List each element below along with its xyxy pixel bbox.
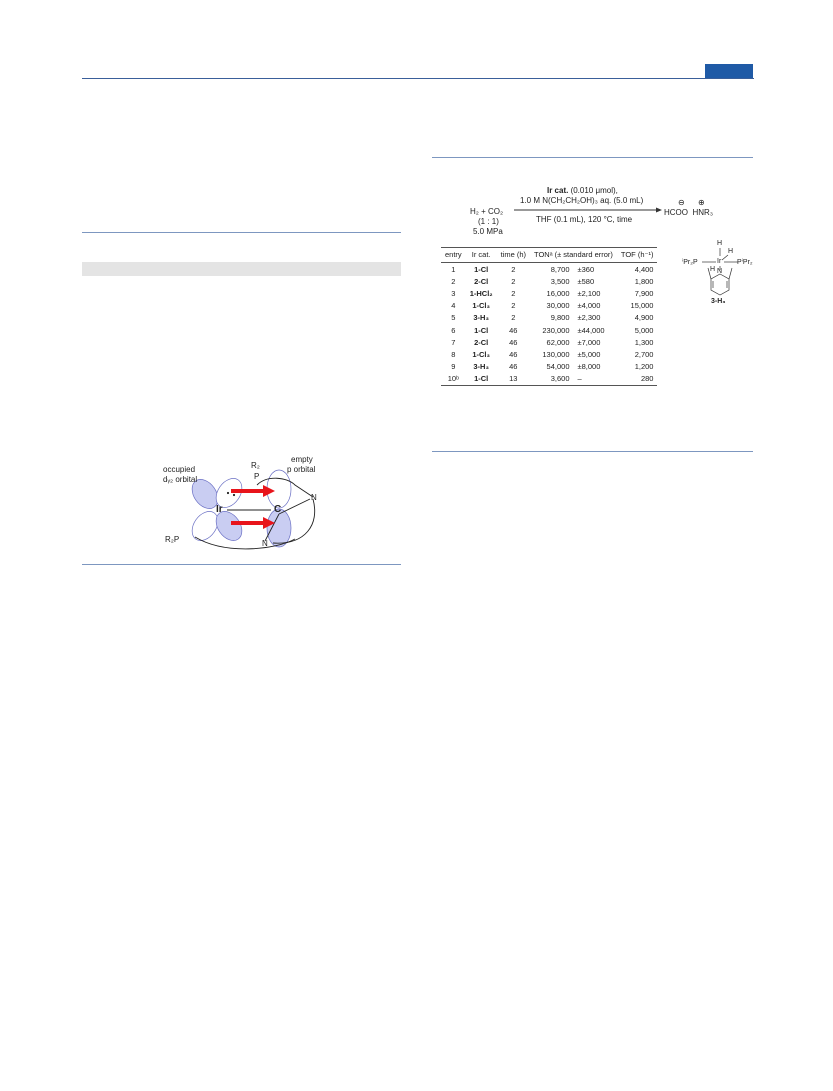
table-row [441,361,657,373]
cell-cat: 1-Cl [466,373,497,386]
table-row [441,312,657,324]
cell-err: ±2,100 [577,288,601,298]
condition-solvent: THF (0.1 mL), 120 °C, time [536,215,633,224]
col-ton: TONᵃ (± standard error) [530,248,617,263]
cell-err: ±7,000 [577,337,601,347]
results-table-wrap [441,247,657,386]
journal-tab [705,64,753,78]
cell-entry: 5 [451,313,456,323]
cell-time: 2 [511,301,516,311]
cell-tof: 7,900 [634,288,654,298]
cell-tof: 5,000 [634,325,654,335]
cell-ton: 62,000 [546,337,570,347]
table-row [441,348,657,360]
product: HCOO HNR₃ [664,208,714,217]
cell-entry: 6 [451,325,456,335]
col-entry: entry [441,248,466,263]
section-rule [82,232,401,233]
cell-err: ±360 [577,264,595,274]
cell-cat: 2-Cl [474,276,489,286]
cell-entry: 4 [451,301,456,311]
cell-time: 2 [511,264,516,274]
cell-ton: 230,000 [542,325,570,335]
cell-ton: 3,600 [530,373,573,386]
cell-ton: 16,000 [546,288,570,298]
results-table [441,247,657,386]
table-bottom-rule [432,451,753,452]
cell-cat: 1-Cl [474,264,489,274]
table-row [441,324,657,336]
cell-entry: 10ᵇ [441,373,466,386]
cell-tof: 280 [617,373,658,386]
cell-err: ±4,000 [577,301,601,311]
grey-heading-bar [82,262,401,276]
label-n-right: N [311,493,317,502]
cell-entry: 2 [451,276,456,286]
hydride-top: H [717,240,723,247]
cell-time: 2 [511,276,516,286]
reaction-scheme [440,180,740,240]
cell-time: 46 [509,325,518,335]
reaction-arrow [514,206,662,214]
cell-ton: 54,000 [546,362,570,372]
cell-entry: 8 [451,349,456,359]
cell-ton: 3,500 [550,276,570,286]
structure-label: 3-H₃ [711,298,726,305]
figure-bottom-rule [82,564,401,565]
cell-err: ±2,300 [577,313,601,323]
label-n-bottom: N [262,539,268,548]
cell-entry: 9 [451,362,456,372]
cell-time: 13 [497,373,530,386]
table-row [441,300,657,312]
label-r2p: R₂P [165,535,180,544]
col-time: time (h) [497,248,530,263]
col-catalyst: Ir cat. [466,248,497,263]
label-occupied: occupied [163,465,196,474]
ligand-right: PⁱPr₂ [737,259,753,266]
condition-catalyst: Ir cat. (0.010 μmol), [547,186,618,195]
cell-entry: 3 [451,288,456,298]
table-row [441,275,657,287]
hydride-right: H [728,248,734,255]
cell-ton: 130,000 [542,349,570,359]
table-top-rule [432,157,753,158]
col-tof: TOF (h⁻¹) [617,248,658,263]
pyridine-n: N [717,268,723,275]
label-p-orbital: p orbital [287,465,316,474]
label-r2-top: R₂ [251,461,260,470]
label-dyz-orbital: dᵧ₂ orbital [163,475,198,484]
cell-tof: 4,400 [634,264,654,274]
cell-time: 46 [509,349,518,359]
cell-tof: 1,800 [634,276,654,286]
cell-time: 2 [511,313,516,323]
cell-cat: 1-Cl₃ [472,301,490,311]
cell-ton: 8,700 [550,264,570,274]
condition-base: 1.0 M N(CH₂CH₂OH)₃ aq. (5.0 mL) [520,196,644,205]
cell-tof: 4,900 [634,313,654,323]
cell-time: 2 [511,288,516,298]
cell-cat: 1-HCl₂ [469,288,493,298]
label-c: C [274,504,282,515]
cell-err: ±5,000 [577,349,601,359]
header-rule [82,78,754,79]
cell-entry: 7 [451,337,456,347]
cell-cat: 2-Cl [474,337,489,347]
table-row [441,373,657,386]
cell-time: 46 [509,362,518,372]
cell-cat: 1-Cl₃ [472,349,490,359]
ligand-left: ⁱPr₂P [682,259,698,266]
minus-charge: ⊖ [678,198,685,207]
table-row [441,287,657,299]
cell-err: ±44,000 [577,325,605,335]
orbital-figure [155,455,335,555]
table-row [441,336,657,348]
cell-err: – [574,373,617,386]
table-row [441,263,657,276]
hydride-left: H [710,266,716,273]
cell-cat: 3-H₃ [473,362,489,372]
structure-3-h3 [682,238,758,308]
cell-time: 46 [509,337,518,347]
label-p-top: P [254,472,260,481]
reactant-pressure: 5.0 MPa [473,227,503,236]
cell-tof: 1,300 [634,337,654,347]
cell-tof: 15,000 [630,301,654,311]
reactant-ratio: (1 : 1) [478,217,499,226]
cell-ton: 9,800 [550,313,570,323]
cell-cat: 3-H₃ [473,313,489,323]
cell-tof: 1,200 [634,362,654,372]
label-ir: Ir [216,504,223,515]
cell-ton: 30,000 [546,301,570,311]
plus-charge: ⊕ [698,198,705,207]
label-empty: empty [291,455,313,464]
cell-cat: 1-Cl [474,325,489,335]
cell-err: ±580 [577,276,595,286]
metal-ir: Ir [717,258,722,265]
reactants: H₂ + CO₂ [470,207,504,216]
cell-err: ±8,000 [577,362,601,372]
cell-tof: 2,700 [634,349,654,359]
cell-entry: 1 [451,264,456,274]
